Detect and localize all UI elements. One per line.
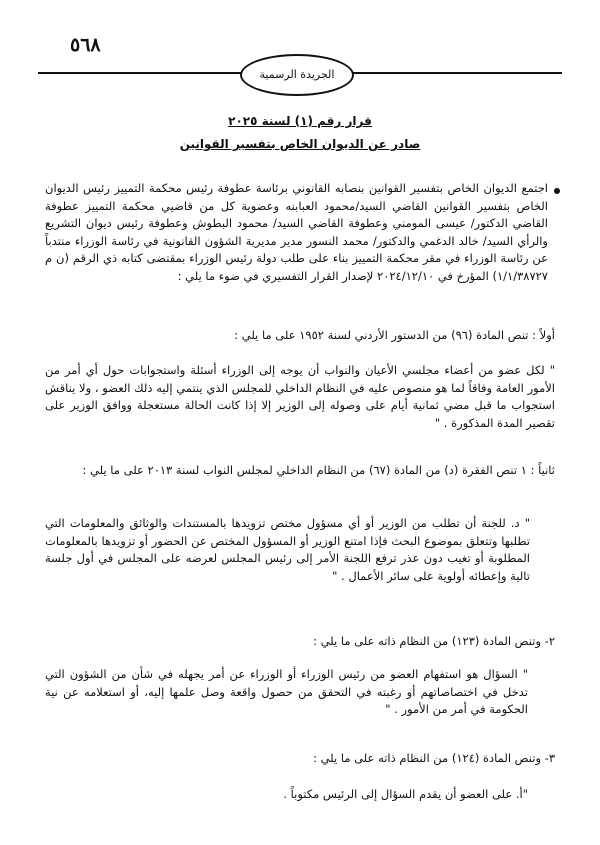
section-four-quote bbox=[45, 786, 528, 804]
page-number: ٥٦٨ bbox=[70, 34, 101, 56]
section-three bbox=[40, 633, 555, 651]
section-three-heading: ٢- وتنص المادة (١٢٣) من النظام ذاته على ما يلي : bbox=[313, 634, 555, 648]
article-123-quote: " السؤال هو استفهام العضو من رئيس الوزراء أو الوزراء عن أمر يجهله في شأن من الشؤون التي تدخل في اختصاصاتهم أو رغبته في التحقق من حصول واقعة وصل علمها إليه، أو استعلامه عن نية الحكومة في أمر من الأمور . " bbox=[45, 667, 528, 716]
section-three-quote bbox=[45, 666, 528, 719]
intro-text: اجتمع الديوان الخاص بتفسير القوانين بنصابه القانوني برئاسة عطوفة رئيس محكمة التمييز رئيس الديوان الخاص بتفسير القوانين القاضي السيد/محمود العبابنه وعضوية كل من قاضيي محكمة التمييز عطوفة القاضي الدكتور/ عيسى المومني وعطوفة القاضي السيد/ محمود البطوش وعطوفة رئيس ديوان التشريع والرأي السيد/ خالد الدغمي والدكتور/ محمد النسور مدير مديرية الشؤون القانونية في رئاسة الوزراء منتدباً عن رئاسة الوزراء في مقر محكمة التمييز بناء على طلب دولة رئيس الوزراء بمقتضى كتابه ذي الرقم (ن م ١/١/٣٨٧٢٧) المؤرخ في ٢٠٢٤/١٢/١٠ لإصدار القرار التفسيري في ضوء ما يلي : bbox=[45, 181, 548, 283]
intro-paragraph bbox=[45, 180, 548, 285]
section-four bbox=[40, 750, 555, 768]
article-124-quote: "أ. على العضو أن يقدم السؤال إلى الرئيس مكتوباً . bbox=[283, 787, 528, 801]
article-67-quote: " د. للجنة أن تطلب من الوزير أو أي مسؤول مختص تزويدها بالمستندات والوثائق والمعلومات التي تطلبها وتتعلق بموضوع البحث فإذا امتنع الوزير أو المسؤول المختص عن الحضور أو تزويدها بالمعلومات المطلوبة أو تغيب دون عذر ترفع اللجنة الأمر إلى رئيس المجلس لعرضه على المجلس في أول جلسة تالية وإعطائه أولوية على سائر الأعمال . " bbox=[45, 516, 530, 583]
section-two-heading: ثانياً : ١ تنص الفقرة (د) من المادة (٦٧) من النظام الداخلي لمجلس النواب لسنة ٢٠١٣ على ما يلي : bbox=[82, 463, 555, 477]
decision-subtitle: صادر عن الديوان الخاص بتفسير القوانين bbox=[179, 137, 421, 151]
section-four-heading: ٣- وتنص المادة (١٢٤) من النظام ذاته على ما يلي : bbox=[313, 751, 555, 765]
section-two-quote bbox=[45, 515, 530, 585]
section-one bbox=[40, 327, 555, 345]
article-96-quote: " لكل عضو من أعضاء مجلسي الأعيان والنواب أن يوجه إلى الوزراء أسئلة واستجوابات حول أي أمر من الأمور العامة وفاقاً لما هو منصوص عليه في النظام الداخلي للمجلس الذي ينتمي إليه ذلك العضو ، ولا يناقش استجواب ما قبل مضي ثمانية أيام على وصوله إلى الوزير إلا إذا كانت الحالة مستعجلة ووافق الوزير على تقصير المدة المذكورة . " bbox=[45, 363, 555, 430]
section-two bbox=[40, 462, 555, 480]
section-one-quote bbox=[45, 362, 555, 432]
bullet-icon bbox=[554, 188, 560, 194]
decision-title: قرار رقم (١) لسنة ٢٠٢٥ bbox=[228, 114, 372, 128]
gazette-header-label: الجريدة الرسمية bbox=[240, 54, 354, 96]
section-one-heading: أولاً : تنص المادة (٩٦) من الدستور الأردني لسنة ١٩٥٢ على ما يلي : bbox=[234, 328, 555, 342]
